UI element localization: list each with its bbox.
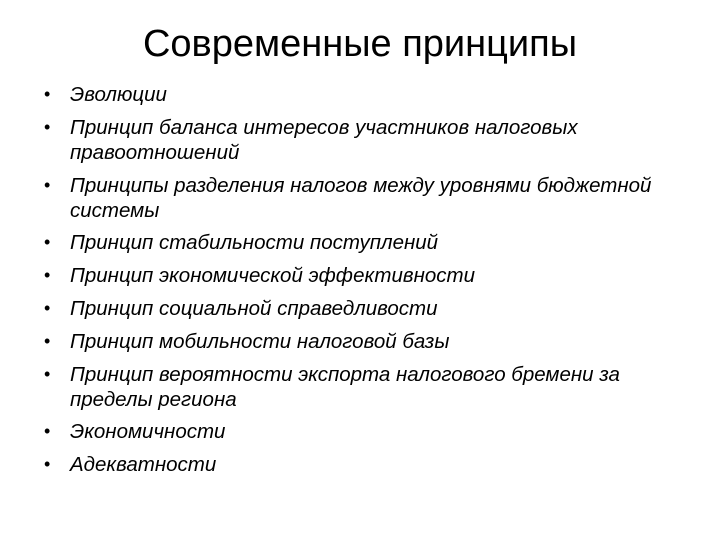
bullet-icon: • xyxy=(44,330,51,351)
list-item xyxy=(40,452,690,477)
list-item xyxy=(40,362,690,412)
bullet-icon: • xyxy=(44,116,51,137)
list-item-text: Принцип мобильности налоговой базы xyxy=(70,329,450,353)
list-item xyxy=(40,173,690,223)
list-item-text: Принцип социальной справедливости xyxy=(70,296,438,320)
list-item-text: Принцип вероятности экспорта налогового бремени за пределы региона xyxy=(70,362,620,411)
list-item-text: Экономичности xyxy=(70,420,226,444)
bullet-list xyxy=(40,82,690,485)
list-item-text: Эволюции xyxy=(70,83,167,106)
bullet-icon: • xyxy=(44,265,51,286)
bullet-icon: • xyxy=(44,454,51,475)
list-item-text: Принцип баланса интересов участников налоговых правоотношений xyxy=(70,115,578,164)
bullet-icon: • xyxy=(44,232,51,253)
list-item xyxy=(40,296,690,321)
bullet-icon: • xyxy=(44,421,51,442)
list-item-text: Принцип экономической эффективности xyxy=(70,264,476,288)
bullet-icon: • xyxy=(44,174,51,195)
list-item xyxy=(40,230,690,255)
bullet-icon: • xyxy=(44,297,51,318)
list-item-text: Принцип стабильности поступлений xyxy=(70,231,439,255)
bullet-icon: • xyxy=(44,84,51,104)
list-item xyxy=(40,329,690,354)
list-item xyxy=(40,263,690,288)
slide-title: Современные принципы xyxy=(142,23,578,65)
list-item xyxy=(40,115,690,165)
bullet-icon: • xyxy=(44,363,51,384)
list-item-text: Принципы разделения налогов между уровнями бюджетной системы xyxy=(70,173,652,222)
list-item xyxy=(40,419,690,444)
list-item xyxy=(40,82,690,107)
list-item-text: Адекватности xyxy=(70,453,217,477)
